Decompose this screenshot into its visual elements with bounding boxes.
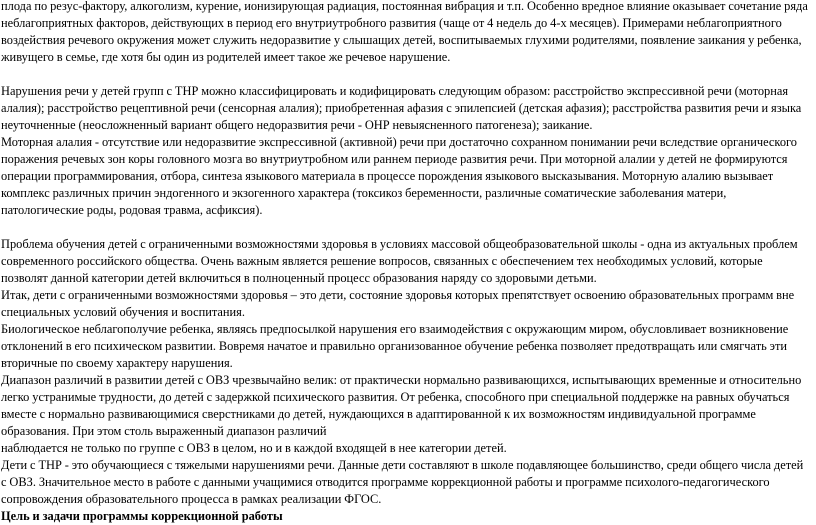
paragraph-biological-factors: Биологическое неблагополучие ребенка, являясь предпосылкой нарушения его взаимодействия с окружающим миром, обусловливает возникновение отклонений в его психическом развитии. Вовремя начатое и правильно организованное обучение ребенка позволяет предотвращать или смягчать эти вторичные по своему характеру нарушения.	[1, 322, 789, 370]
paragraph-range-of-differences: Диапазон различий в развитии детей с ОВЗ чрезвычайно велик: от практически нормально развивающихся, испытывающих временные и относительно легко устранимые трудности, до детей с задержкой психического развития. От ребенка, способного при специальной поддержке на равных обучаться вместе с нормально развивающимися сверстниками до детей, нуждающихся в адаптированной к их возможностям индивидуальной программе образования. При этом столь выраженный диапазон различий	[1, 373, 802, 438]
section-heading: Цель и задачи программы коррекционной работы	[1, 509, 283, 523]
paragraph-motor-alalia: Моторная алалия - отсутствие или недоразвитие экспрессивной (активной) речи при достаточно сохранном понимании речи вследствие органического поражения речевых зон коры головного мозга во внутриутробном или раннем периоде развития речи. При моторной алалии у детей не формируются операции программирования, отбора, синтеза языкового материала в процессе порождения языкового высказывания. Моторную алалию вызывает комплекс различных причин эндогенного и экзогенного характера (токсикоз беременности, различные соматические заболевания матери, патологические роды, родовая травма, асфиксия).	[1, 135, 797, 217]
paragraph-prenatal-factors: плода по резус-фактору, алкоголизм, курение, ионизирующая радиация, постоянная вибрация и т.п. Особенно вредное влияние оказывает сочетание ряда неблагоприятных факторов, действующих в период его внутриутробного развития (чаще от 4 недель до 4-х месяцев). Примерами неблагоприятного воздействия речевого окружения может служить недоразвитие у слышащих детей, воспитываемых глухими родителями, появление заикания у ребенка, живущего в семье, где хотя бы один из родителей имеет такое же речевое нарушение.	[1, 0, 808, 64]
paragraph-ovz-definition: Итак, дети с ограниченными возможностями здоровья – это дети, состояние здоровья которых препятствует освоению образовательных программ вне специальных условий обучения и воспитания.	[1, 288, 795, 319]
paragraph-range-continued: наблюдается не только по группе с ОВЗ в целом, но и в каждой входящей в нее категории детей.	[1, 441, 507, 455]
paragraph-tnr-students: Дети с ТНР - это обучающиеся с тяжелыми нарушениями речи. Данные дети составляют в школе подавляющее большинство, среди общего числа детей с ОВЗ. Значительное место в работе с данными учащимися отводится программе коррекционной работы и программе психолого-педагогического сопровождения образовательного процесса в рамках реализации ФГОС.	[1, 458, 804, 506]
document-body	[1, 0, 811, 525]
paragraph-education-problem: Проблема обучения детей с ограниченными возможностями здоровья в условиях массовой общеобразовательной школы - одна из актуальных проблем современного российского общества. Очень важным является решение вопросов, связанных с обеспечением тех необходимых условий, которые позволят данной категории детей включиться в полноценный процесс образования наряду со здоровыми детьми.	[1, 237, 798, 285]
paragraph-tnr-classification: Нарушения речи у детей групп с ТНР можно классифицировать и кодифицировать следующим образом: расстройство экспрессивной речи (моторная алалия); расстройство рецептивной речи (сенсорная алалия); приобретенная афазия с эпилепсией (детская афазия); расстройства развития речи и языка неуточненные (неосложненный вариант общего недоразвития речи - ОНР невыясненного патогенеза); заикание.	[1, 84, 802, 132]
paragraph-gap	[1, 219, 811, 236]
paragraph-gap	[1, 66, 811, 83]
